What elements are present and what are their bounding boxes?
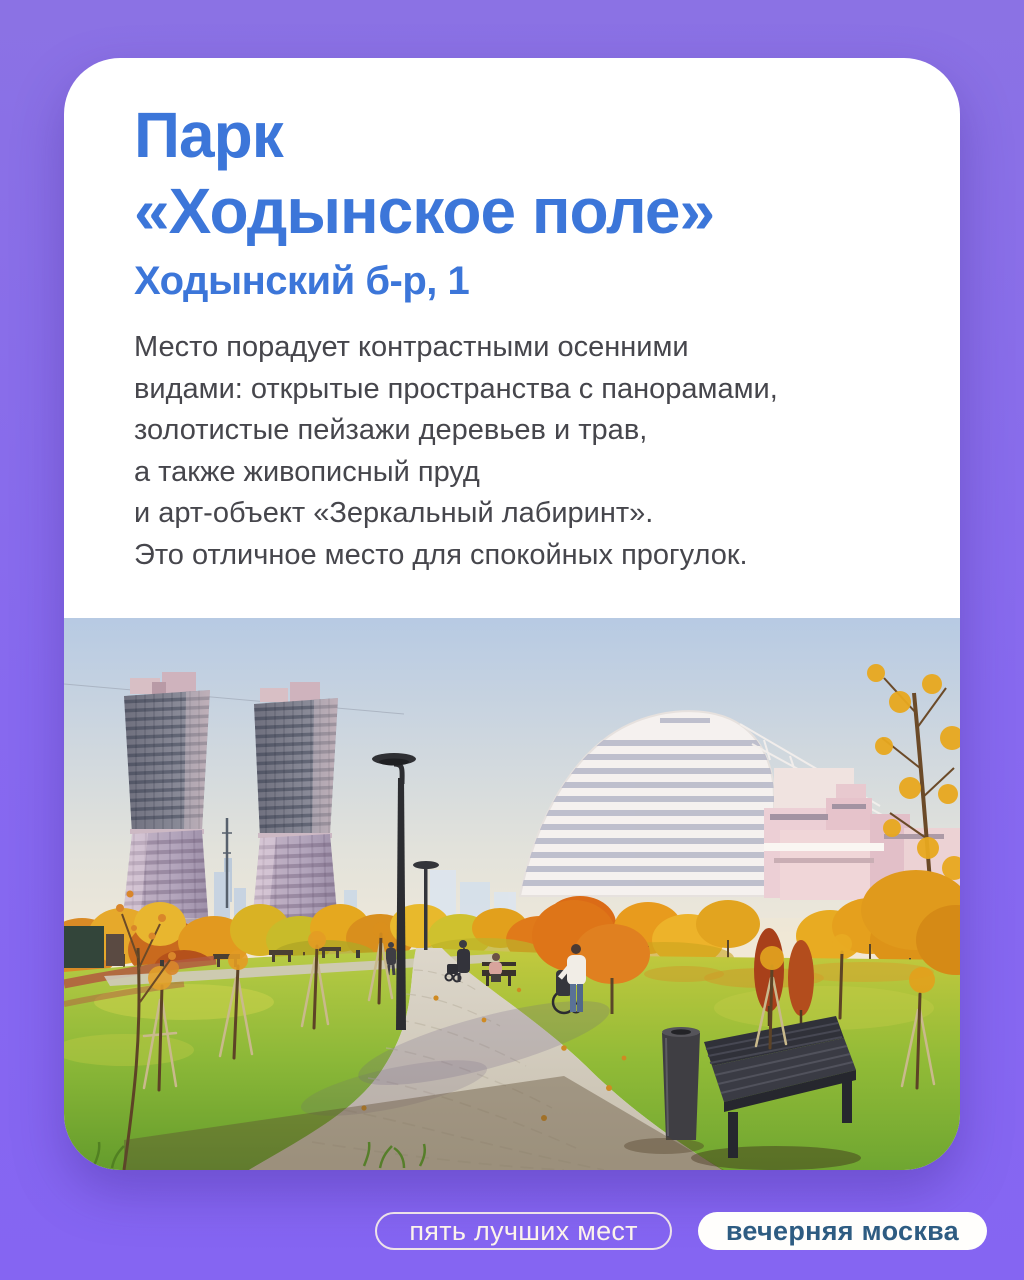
brand-badge: вечерняя москва [698, 1212, 987, 1250]
title-line-2: «Ходынское поле» [134, 174, 715, 247]
card-text [64, 58, 960, 576]
park-photo [64, 618, 960, 1170]
park-kiosk [64, 926, 104, 968]
card [64, 58, 960, 1170]
title-line-1: Парк [134, 99, 283, 171]
description-line: видами: открытые пространства с панорамами, [134, 372, 778, 405]
description-line: Это отличное место для спокойных прогулок. [134, 538, 748, 571]
description-line: золотистые пейзажи деревьев и трав, [134, 414, 648, 447]
description-line: Место порадует контрастными осенними [134, 331, 689, 364]
description-line: а также живописный пруд [134, 455, 480, 488]
description-line: и арт-объект «Зеркальный лабиринт». [134, 497, 654, 530]
page-title [134, 98, 890, 249]
footer-badges [375, 1212, 987, 1250]
series-badge: пять лучших мест [375, 1212, 672, 1250]
card-description [134, 327, 890, 576]
card-address: Ходынский б-р, 1 [134, 259, 470, 304]
